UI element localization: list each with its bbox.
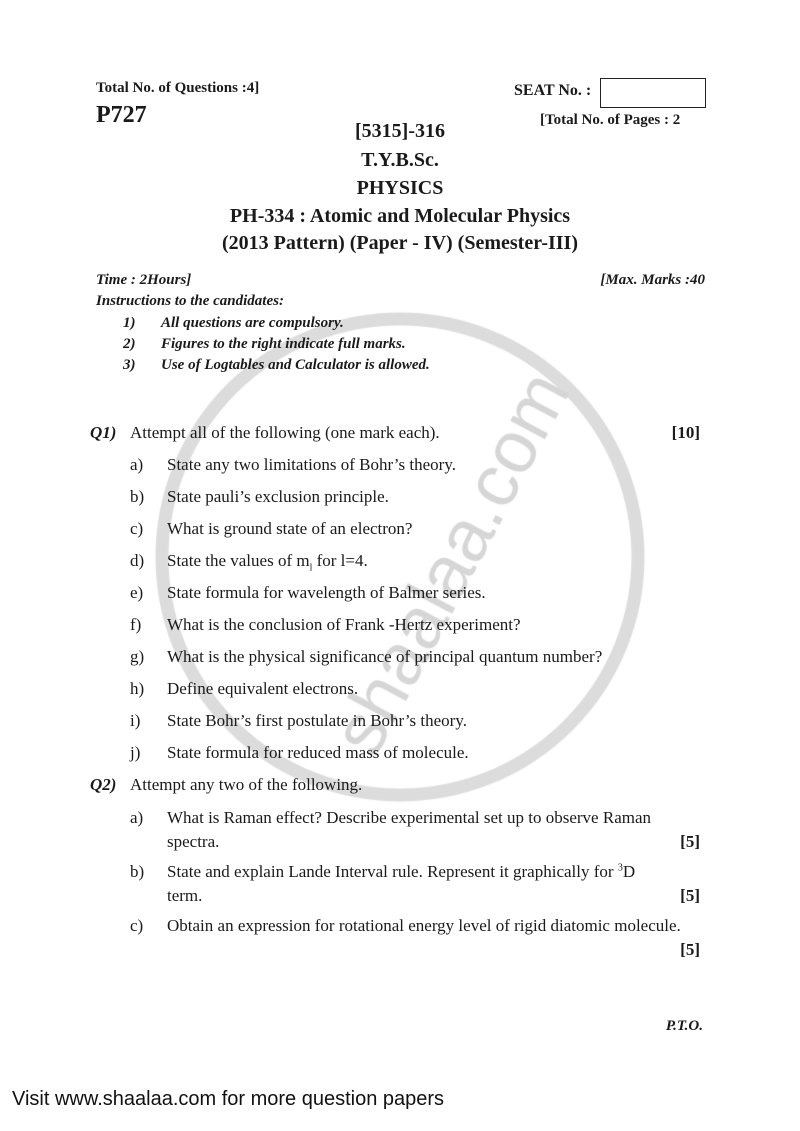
question-marks: [10] (671, 423, 700, 442)
instruction-number: 1) (123, 315, 136, 331)
item-marks: [5] (680, 832, 700, 851)
instruction (123, 315, 344, 332)
question-label: Q1) (90, 423, 117, 442)
instruction-text: All questions are compulsory. (161, 315, 344, 331)
item-text: State formula for wavelength of Balmer series. (167, 583, 486, 602)
item-text: State pauli’s exclusion principle. (167, 487, 389, 506)
item-text: Define equivalent electrons. (167, 679, 359, 698)
item-number: b) (130, 862, 145, 881)
item-number: a) (130, 455, 144, 474)
question-label: Q2) (90, 775, 117, 794)
item-number: c) (130, 519, 144, 538)
seat-number-box (600, 78, 706, 108)
subject: PHYSICS (356, 177, 444, 199)
paper-code: P727 (96, 102, 147, 128)
instruction-text: Figures to the right indicate full marks. (161, 336, 406, 352)
instruction (123, 336, 406, 353)
item-text: What is the physical significance of principal quantum number? (167, 647, 603, 666)
instruction (123, 357, 430, 374)
item-text-continued: spectra. (167, 832, 220, 851)
total-pages: [Total No. of Pages : 2 (540, 112, 681, 128)
instructions-title: Instructions to the candidates: (96, 293, 284, 309)
item-number: c) (130, 916, 144, 935)
footer-text: Visit www.shaalaa.com for more question papers (12, 1088, 445, 1110)
item-marks: [5] (680, 940, 700, 959)
item-number: b) (130, 487, 145, 506)
item-text: What is Raman effect? Describe experimental set up to observe Raman (167, 808, 652, 827)
item-number: d) (130, 551, 145, 570)
instruction-number: 3) (123, 357, 136, 373)
item-number: h) (130, 679, 145, 698)
item-number: a) (130, 808, 144, 827)
question-text: Attempt all of the following (one mark each). (130, 423, 440, 442)
item-number: g) (130, 647, 145, 666)
item-text: State Bohr’s first postulate in Bohr’s theory. (167, 711, 467, 730)
paper-title: PH-334 : Atomic and Molecular Physics (229, 205, 571, 227)
item-text: What is ground state of an electron? (167, 519, 413, 538)
item-marks: [5] (680, 886, 700, 905)
item-text: Obtain an expression for rotational energy level of rigid diatomic molecule. (167, 916, 681, 935)
course: T.Y.B.Sc. (361, 149, 439, 171)
pattern: (2013 Pattern) (Paper - IV) (Semester-III) (222, 232, 578, 254)
question-text: Attempt any two of the following. (130, 775, 363, 794)
item-text: State the values of $m_l$ for l=4. (167, 551, 368, 574)
exam-code: [5315]-316 (355, 120, 445, 142)
instruction-text: Use of Logtables and Calculator is allowed. (161, 357, 430, 373)
time: Time : 2Hours] (96, 272, 192, 288)
item-text-continued: term. (167, 886, 203, 905)
item-number: e) (130, 583, 144, 602)
instruction-number: 2) (123, 336, 136, 352)
item-number: f) (130, 615, 142, 634)
pto: P.T.O. (665, 1018, 703, 1034)
max-marks: [Max. Marks :40 (600, 272, 705, 288)
item-text: What is the conclusion of Frank -Hertz experiment? (167, 615, 521, 634)
item-text: State and explain Lande Interval rule. Represent it graphically for $^3$D (167, 862, 636, 881)
item-number: i) (130, 711, 141, 730)
item-text: State any two limitations of Bohr’s theory. (167, 455, 456, 474)
seat-label: SEAT No. : (514, 82, 592, 99)
item-number: j) (130, 743, 141, 762)
total-questions: Total No. of Questions :4] (96, 80, 260, 96)
item-text: State formula for reduced mass of molecule. (167, 743, 469, 762)
